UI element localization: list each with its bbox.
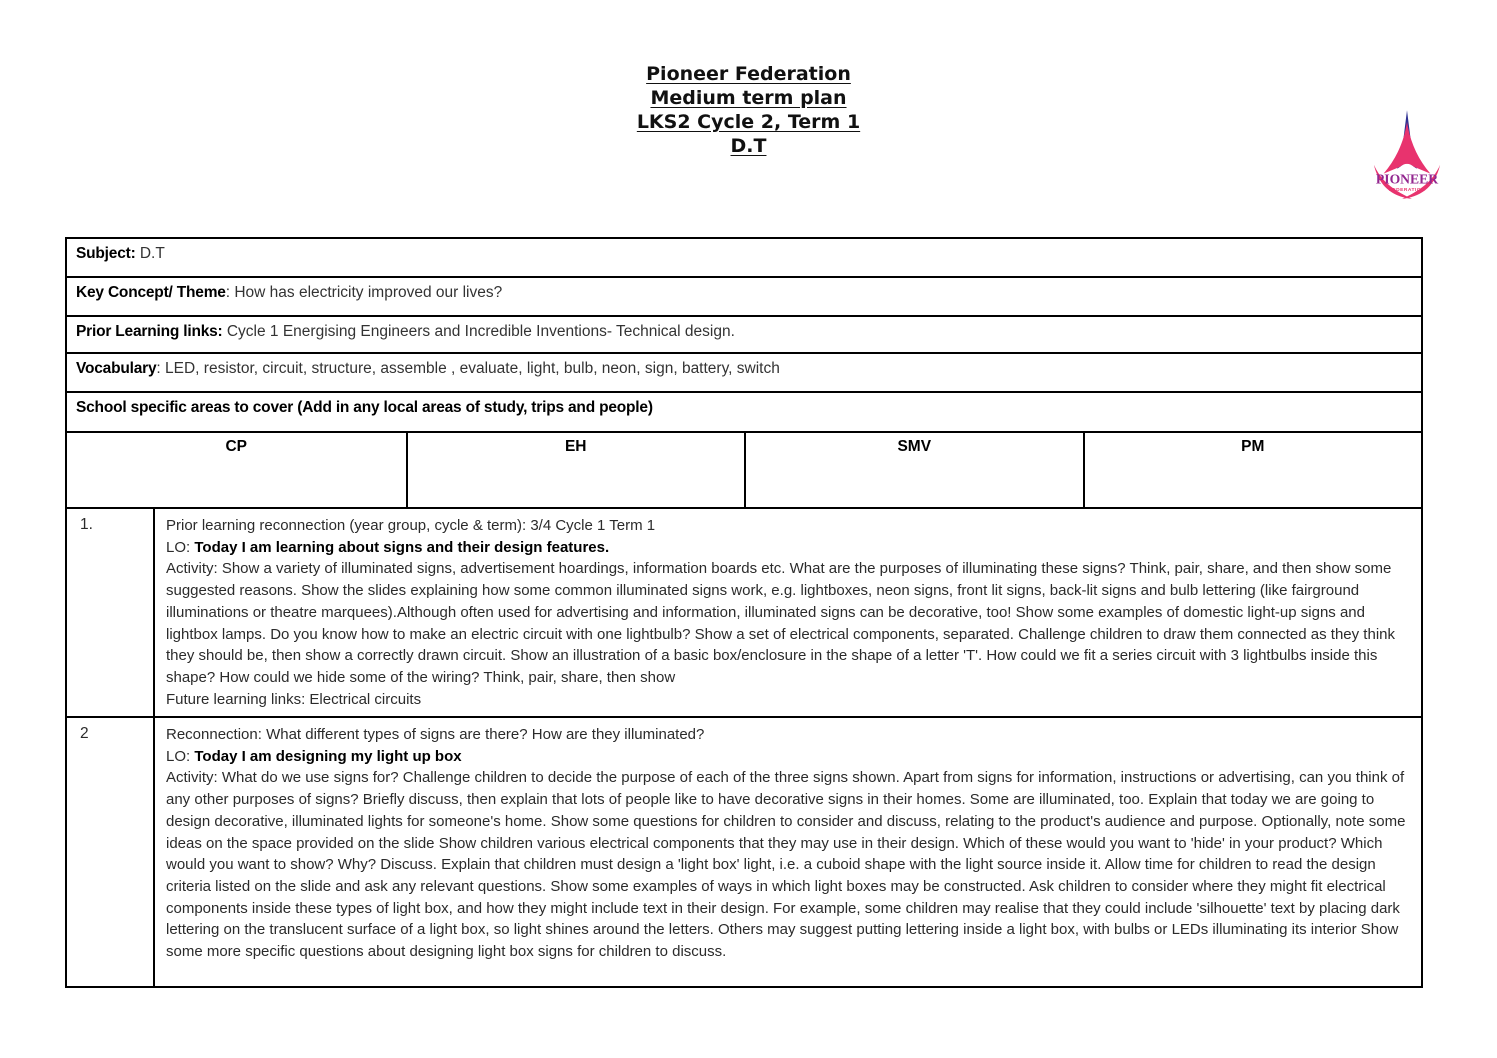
vocabulary-row	[67, 352, 1421, 391]
lesson-1-number: 1.	[67, 509, 155, 716]
subject-value: D.T	[135, 245, 165, 262]
school-specific-row	[67, 391, 1421, 431]
area-column-pm: PM	[1083, 433, 1422, 507]
lesson-1-activity: Activity: Show a variety of illuminated signs, advertisement hoardings, information boards etc. What are the purposes of illuminating these signs? Think, pair, share, and then show some suggested reasons. Show the slides explaining how some common illuminated signs work, e.g. lightboxes, neon signs, front lit signs, back-lit signs and bulb lettering (like fairground illuminations or theatre marquees).Although often used for advertising and information, illuminated signs can be decorative, too! Show some examples of domestic light-up signs and lightbox lamps. Do you know how to make an electric circuit with one lightbulb? Show a set of electrical components, separated. Challenge children to draw them connected as they think they should be, then show a correctly drawn circuit. Show an illustration of a basic box/enclosure in the shape of a letter 'T'. How could we fit a series circuit with 3 lightbulbs inside this shape? How could we hide some of the wiring? Think, pair, share, then show	[166, 560, 1395, 686]
title-line-federation: Pioneer Federation	[646, 63, 851, 85]
lesson-2-reconnection: Reconnection: What different types of signs are there? How are they illuminated?	[166, 726, 705, 743]
key-concept-row	[67, 276, 1421, 315]
lesson-2-number: 2	[67, 718, 155, 986]
lesson-2-learning-objective	[166, 746, 1410, 768]
lesson-1-lo-text: Today I am learning about signs and their design features.	[194, 538, 610, 556]
lesson-1-learning-objective	[166, 537, 1410, 559]
title-line-cycle-term: LKS2 Cycle 2, Term 1	[636, 111, 861, 133]
lesson-1-lo-prefix: LO:	[166, 538, 195, 556]
lesson-1-future-links: Future learning links: Electrical circuits	[166, 690, 422, 708]
lesson-2-activity: Activity: What do we use signs for? Challenge children to decide the purpose of each of the three signs shown. Apart from signs for information, instructions or advertising, can you think of any other purposes of signs? Briefly discuss, then explain that lots of people like to have decorative signs in their homes. Some are illuminated, too. Explain that today we are going to design decorative, illuminated lights for someone's home. Show some questions for children to consider and discuss, relating to the product's audience and purpose. Optionally, note some ideas on the space provided on the slide Show children various electrical components that they may use in their design. Which of these would you want to 'hide' in your product? Which would you want to show? Why? Discuss. Explain that children must design a 'light box' light, i.e. a cuboid shape with the light source inside it. Allow time for children to read the design criteria listed on the slide and ask any relevant questions. Show some examples of ways in which light boxes may be constructed. Ask children to consider where they might fit electrical components inside these types of light box, and how they might include text in their design. For example, some children may realise that they could include 'silhouette' text by placing dark lettering on the translucent surface of a light box, so light shines around the letters. Others may suggest putting lettering inside a light box, with bulbs or LEDs illuminating its interior Show some more specific questions about designing light box signs for children to discuss.	[166, 769, 1406, 961]
key-concept-label: Key Concept/ Theme	[76, 284, 226, 301]
lesson-1-content	[155, 509, 1421, 716]
prior-learning-label: Prior Learning links:	[76, 323, 223, 340]
title-line-plan: Medium term plan	[650, 87, 847, 109]
subject-label: Subject:	[76, 245, 136, 262]
logo-pioneer-text: PIONEER	[1375, 171, 1439, 187]
lesson-2-content	[155, 718, 1421, 986]
area-column-eh: EH	[406, 433, 745, 507]
area-column-smv: SMV	[744, 433, 1083, 507]
vocabulary-value: : LED, resistor, circuit, structure, assemble , evaluate, light, bulb, neon, sign, battery, switch	[156, 360, 780, 377]
lesson-2-lo-text: Today I am designing my light up box	[194, 747, 462, 765]
lesson-1-row	[67, 507, 1421, 716]
pioneer-federation-logo	[1368, 108, 1446, 206]
school-specific-label: School specific areas to cover (Add in any local areas of study, trips and people)	[76, 399, 653, 416]
prior-learning-row	[67, 315, 1421, 352]
lesson-2-row	[67, 716, 1421, 986]
vocabulary-label: Vocabulary	[76, 360, 157, 377]
prior-learning-value: Cycle 1 Energising Engineers and Incredible Inventions- Technical design.	[222, 323, 735, 340]
key-concept-value: : How has electricity improved our lives?	[225, 284, 503, 301]
title-line-subject: D.T	[730, 135, 767, 157]
medium-term-plan-table	[65, 237, 1423, 988]
school-areas-header-row	[67, 431, 1421, 507]
document-title	[0, 62, 1497, 158]
logo-federation-text: FEDERATION	[1388, 188, 1426, 194]
subject-row	[67, 239, 1421, 276]
lesson-1-reconnection: Prior learning reconnection (year group, cycle & term): 3/4 Cycle 1 Term 1	[166, 517, 656, 534]
lesson-2-lo-prefix: LO:	[166, 747, 195, 765]
logo-pink-flame	[1384, 122, 1431, 174]
area-column-cp: CP	[225, 438, 248, 455]
